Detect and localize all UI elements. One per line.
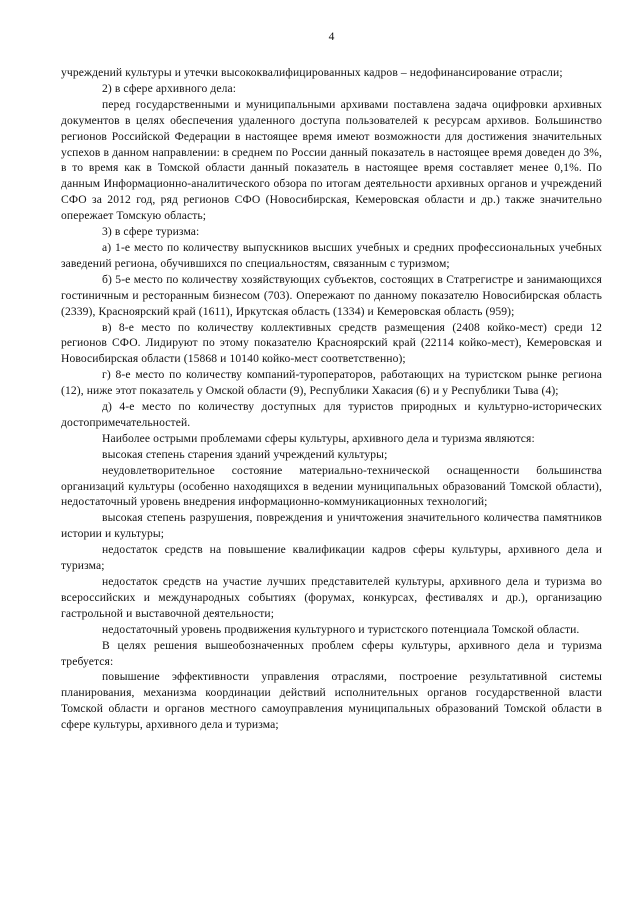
page-number: 4	[328, 31, 335, 43]
paragraph-problem-promotion: недостаточный уровень продвижения культурного и туристского потенциала Томской области.	[102, 622, 580, 636]
paragraph-tourism-e: д) 4-е место по количеству доступных для туристов природных и культурно-исторических достопримечательностей.	[61, 400, 602, 429]
paragraph-problem-events: недостаток средств на участие лучших представителей культуры, архивного дела и туризма во всероссийских и международных событиях (форумах, конкурсах, фестивалях и др.), организацию гастрольной и выставочной деятельности;	[61, 575, 602, 620]
paragraph-problem-training: недостаток средств на повышение квалификации кадров сферы культуры, архивного дела и туризма;	[61, 543, 602, 573]
paragraph-solutions-intro: В целях решения вышеобозначенных проблем сферы культуры, архивного дела и туризма требуется:	[61, 638, 602, 668]
document-page	[61, 30, 602, 890]
paragraph-solution-management: повышение эффективности управления отраслями, построение результативной системы планирования, механизма координации действий исполнительных органов государственной власти Томской области и органов местного самоуправления муниципальных образований Томской области в сфере культуры, архивного дела и туризма;	[61, 670, 602, 732]
paragraph-tourism-heading: 3) в сфере туризма:	[102, 225, 200, 239]
paragraph-culture-continuation: учреждений культуры и утечки высококвалифицированных кадров – недофинансирование отрасли;	[61, 66, 563, 79]
paragraph-problem-monuments: высокая степень разрушения, повреждения и уничтожения значительного количества памятников истории и культуры;	[61, 511, 602, 541]
paragraph-tourism-d: г) 8-е место по количеству компаний-туроператоров, работающих на туристском рынке региона (12), ниже этот показатель у Омской области (9), Республики Хакасия (6) и у Республики Тыва (4);	[61, 368, 602, 398]
paragraph-problem-buildings: высокая степень старения зданий учреждений культуры;	[102, 447, 388, 461]
paragraph-problem-equipment: неудовлетворительное состояние материально-технической оснащенности большинства организаций культуры (особенно находящихся в ведении муниципальных образований Томской области), недостаточный уровень внедрения информационно-коммуникационных технологий;	[61, 463, 602, 509]
paragraph-tourism-b: б) 5-е место по количеству хозяйствующих субъектов, состоящих в Статрегистре и занимающихся гостиничным и ресторанным бизнесом (703). Опережают по данному показателю Новосибирская область (2339), Красноярский край (1611), Иркутская область (1334) и Кемеровская область (959);	[61, 272, 602, 318]
paragraph-tourism-a: а) 1-е место по количеству выпускников высших учебных и средних профессиональных учебных заведений региона, обучившихся по специальностям, связанным с туризмом;	[61, 240, 602, 270]
paragraph-problems-intro: Наиболее острыми проблемами сферы культуры, архивного дела и туризма являются:	[102, 431, 535, 445]
paragraph-archive-heading: 2) в сфере архивного дела:	[102, 81, 237, 95]
paragraph-tourism-c: в) 8-е место по количеству коллективных средств размещения (2408 койко-мест) среди 12 регионов СФО. Лидируют по этому показателю Красноярский край (22114 койко-мест), Кемеровская и Новосибирская области (15868 и 10140 койко-мест соответственно);	[61, 320, 602, 366]
paragraph-archive-digitization: перед государственными и муниципальными архивами поставлена задача оцифровки архивных документов в целях обеспечения удаленного доступа пользователей к ресурсам архивов. Большинство регионов Российской Федерации в настоящее время имеют возможности для достижения значительных успехов в данном направлении: в среднем по России данный показатель в настоящее время доведен до 3%, в то время как в Томской области данный показатель в настоящее время составляет менее 0,1%. По данным Информационно-аналитического обзора по итогам деятельности архивных органов и учреждений СФО за 2012 год, ряд регионов СФО (Новосибирская, Кемеровская области и др.) также значительно опережает Томскую область;	[61, 97, 602, 223]
